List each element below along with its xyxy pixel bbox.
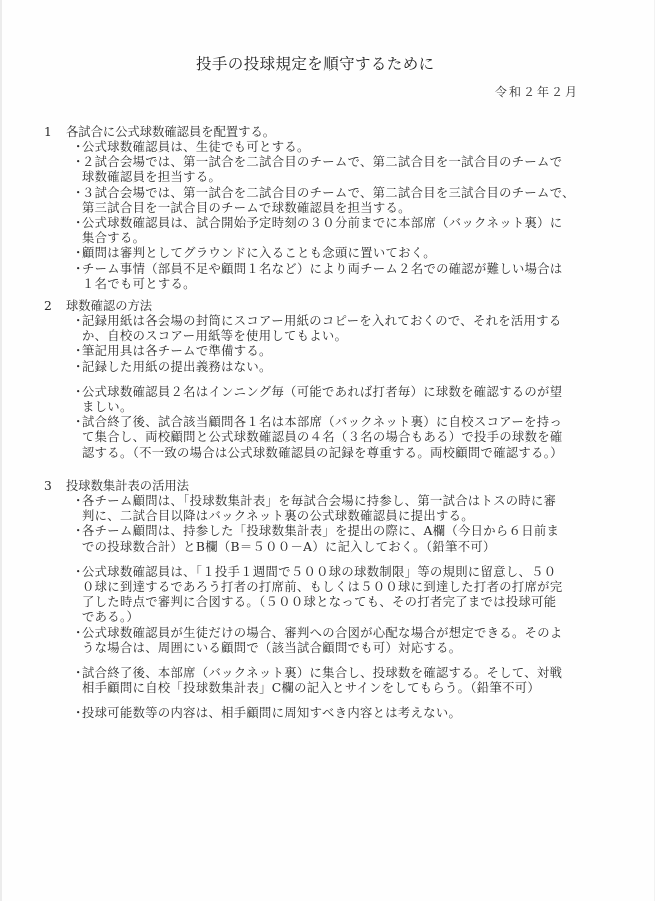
bullet-icon: ・ — [72, 216, 85, 231]
item-text: 公式球数確認員２名はインニング毎（可能であれば打者毎）に球数を確認するのが望 — [82, 384, 563, 399]
item-text: 筆記用具は各チームで準備する。 — [82, 344, 272, 359]
list-item — [44, 344, 624, 359]
list-item — [44, 385, 624, 415]
bullet-icon: ・ — [72, 625, 85, 640]
list-item — [44, 415, 624, 461]
item-text: ２試合会場では、第一試合を二試合目のチームで、第二試合目を一試合目のチームで — [82, 155, 563, 170]
bullet-icon: ・ — [72, 706, 85, 721]
item-text: ３試合会場では、第一試合を二試合目のチームで、第二試合目を三試合目のチームで、 — [82, 185, 575, 200]
list-item — [44, 524, 624, 554]
bullet-icon: ・ — [72, 140, 85, 154]
section-heading — [44, 298, 624, 314]
bullet-icon: ・ — [72, 564, 85, 579]
item-text: チーム事情（部員不足や顧問１名など）により両チーム２名での確認が難しい場合は — [82, 261, 563, 276]
item-text: 投球可能数等の内容は、相手顧問に周知すべき内容とは考えない。 — [82, 706, 462, 721]
list-item — [44, 246, 624, 261]
section-2 — [44, 298, 624, 461]
section-heading — [44, 124, 624, 140]
item-text: 認する。（不一致の場合は公式球数確認員の記録を尊重する。両校顧問で確認する。） — [82, 445, 563, 460]
bullet-icon: ・ — [72, 155, 85, 170]
list-item — [44, 565, 624, 626]
spacer — [44, 696, 624, 706]
bullet-icon: ・ — [72, 415, 85, 430]
list-item — [44, 706, 624, 721]
document-date: 令和２年２月 — [494, 85, 579, 99]
spacer — [44, 555, 624, 565]
list-item — [44, 140, 624, 155]
item-text: １名でも可とする。 — [82, 276, 196, 291]
item-text: 了した時点で審判に合図する。（５００球となっても、その打者完了までは投球可能 — [82, 595, 557, 610]
item-text: である。） — [82, 610, 140, 625]
section-heading — [44, 478, 624, 494]
list-item — [44, 262, 624, 292]
list-item — [44, 216, 624, 246]
section-title: 投球数集計表の活用法 — [66, 479, 189, 493]
item-text: 判に、二試合目以降はバックネット裏の公式球数確認員に提出する。 — [82, 509, 474, 524]
bullet-icon: ・ — [72, 524, 85, 539]
list-item — [44, 360, 624, 375]
section-number: 2 — [44, 299, 52, 313]
bullet-icon: ・ — [72, 666, 85, 681]
item-text: か、自校のスコアー用紙等を使用してもよい。 — [82, 329, 348, 344]
item-text: ましい。 — [82, 400, 133, 415]
item-text: 記録用紙は各会場の封筒にスコアー用紙のコピーを入れておくので、それを活用する — [82, 314, 562, 328]
section-number: 1 — [44, 125, 52, 139]
item-text: 顧問は審判としてグラウンドに入ることも念頭に置いておく。 — [82, 246, 436, 261]
item-text: での投球数合計）とB欄（B＝５００－A）に記入しておく。（鉛筆不可） — [82, 539, 496, 554]
list-item — [44, 626, 624, 656]
item-text: 第三試合目を一試合目のチームで球数確認員を担当する。 — [82, 200, 411, 215]
section-title: 各試合に公式球数確認員を配置する。 — [66, 125, 276, 139]
item-text: 試合終了後、本部席（バックネット裏）に集合し、投球数を確認する。そして、対戦 — [82, 666, 563, 681]
item-text: て集合し、両校顧問と公式球数確認員の４名（３名の場合もある）で投手の球数を確 — [82, 430, 563, 445]
bullet-icon: ・ — [72, 494, 85, 508]
item-text: 相手顧問に自校「投球数集計表」C欄の記入とサインをしてもらう。（鉛筆不可） — [82, 681, 541, 696]
item-text: うな場合は、周囲にいる顧問で（該当試合顧問でも可）対応する。 — [82, 640, 462, 655]
item-text: 公式球数確認員が生徒だけの場合、審判への合図が心配な場合が想定できる。そのよ — [82, 625, 563, 640]
bullet-icon: ・ — [72, 384, 85, 399]
item-text: 記録した用紙の提出義務はない。 — [82, 359, 272, 374]
item-text: 集合する。 — [82, 231, 146, 246]
bullet-icon: ・ — [72, 261, 85, 276]
bullet-icon: ・ — [72, 246, 85, 261]
list-item — [44, 666, 624, 696]
list-item — [44, 494, 624, 524]
spacer — [44, 375, 624, 385]
bullet-icon: ・ — [72, 359, 85, 374]
list-item — [44, 155, 624, 185]
list-item — [44, 314, 624, 344]
item-text: 各チーム顧問は、「投球数集計表」を毎試合会場に持参し、第一試合はトスの時に審 — [82, 494, 557, 508]
section-title: 球数確認の方法 — [66, 299, 153, 313]
section-3 — [44, 478, 624, 722]
section-number: 3 — [44, 479, 52, 493]
item-text: 球数確認員を担当する。 — [82, 170, 222, 185]
item-text: 公式球数確認員は、試合開始予定時刻の３０分前までに本部席（バックネット裏）に — [82, 216, 563, 231]
bullet-icon: ・ — [72, 314, 85, 328]
section-1 — [44, 124, 624, 292]
list-item — [44, 186, 624, 216]
item-text: ０球に到達するであろう打者の打席前、もしくは５００球に到達した打者の打席が完 — [82, 580, 563, 595]
item-text: 試合終了後、試合該当顧問各１名は本部席（バックネット裏）に自校スコアーを持っ — [82, 415, 563, 430]
item-text: 各チーム顧問は、持参した「投球数集計表」を提出の際に、A欄（今日から６日前ま — [82, 524, 560, 539]
item-text: 公式球数確認員は、「１投手１週間で５００球の球数制限」等の規則に留意し、５０ — [82, 564, 557, 579]
bullet-icon: ・ — [72, 344, 85, 359]
spacer — [44, 656, 624, 666]
scan-edge-left — [0, 0, 2, 901]
item-text: 公式球数確認員は、生徒でも可とする。 — [82, 140, 310, 154]
document-title: 投手の投球規定を順守するために — [196, 55, 435, 73]
bullet-icon: ・ — [72, 185, 85, 200]
